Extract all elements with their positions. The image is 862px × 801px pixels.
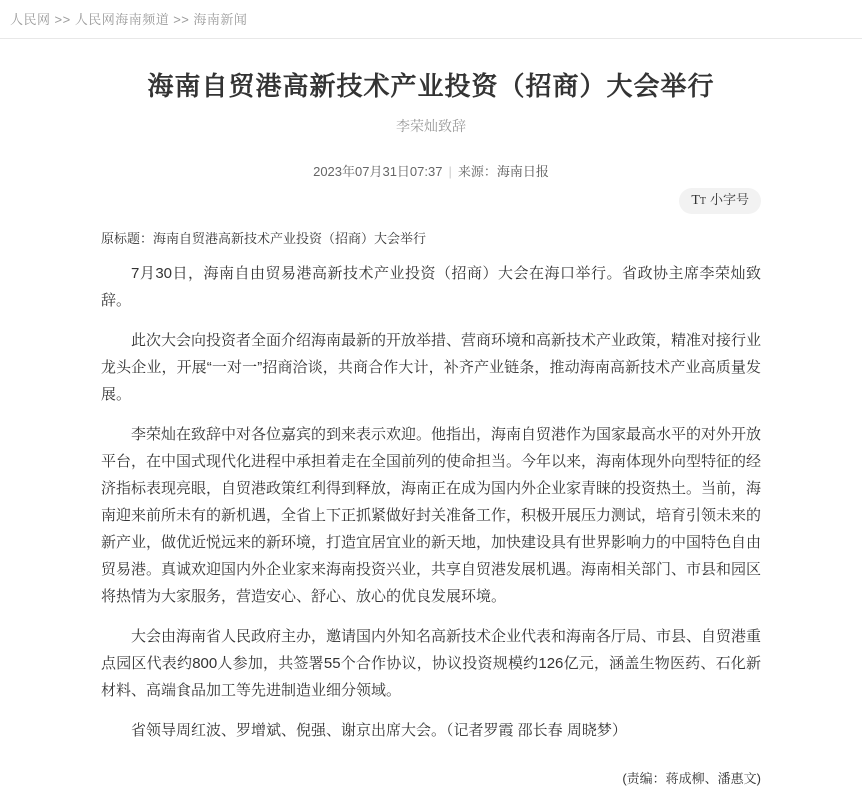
breadcrumb	[0, 0, 862, 38]
original-title: 原标题：海南自贸港高新技术产业投资（招商）大会举行	[101, 231, 427, 246]
article-body	[101, 260, 761, 744]
source-label: 来源：	[457, 164, 497, 179]
breadcrumb-link-channel[interactable]: 人民网海南频道	[74, 12, 170, 27]
paragraph: 李荣灿在致辞中对各位嘉宾的到来表示欢迎。他指出，海南自贸港作为国家最高水平的对外开放平台，在中国式现代化进程中承担着走在全国前列的使命担当。今年以来，海南体现外向型特征的经济指标表现亮眼，自贸港政策红利得到释放，海南正在成为国内外企业家青睐的投资热土。当前，海南迎来前所未有的新机遇，全省上下正抓紧做好封关准备工作，积极开展压力测试，培育引领未来的新产业，做优近悦远来的新环境，打造宜居宜业的新天地，加快建设具有世界影响力的中国特色自由贸易港。真诚欢迎国内外企业家来海南投资兴业，共享自贸港发展机遇。海南相关部门、市县和园区将热情为大家服务，营造安心、舒心、放心的优良发展环境。	[101, 426, 762, 605]
meta-divider: |	[448, 164, 452, 179]
breadcrumb-link-section[interactable]: 海南新闻	[193, 12, 248, 27]
source-link[interactable]: 海南日报	[496, 164, 549, 179]
article-subtitle: 李荣灿致辞	[396, 118, 466, 134]
editor-credit: (责编：蒋成柳、潘惠文)	[622, 771, 761, 786]
publish-date: 2023年07月31日07:37	[313, 164, 443, 179]
font-size-row	[101, 188, 761, 212]
paragraph: 此次大会向投资者全面介绍海南最新的开放举措、营商环境和高新技术产业政策，精准对接行业龙头企业，开展“一对一”招商洽谈，共商合作大计，补齐产业链条，推动海南高新技术产业高质量发展。	[101, 332, 762, 403]
font-size-label: 小字号	[709, 192, 749, 207]
paragraph: 7月30日，海南自由贸易港高新技术产业投资（招商）大会在海口举行。省政协主席李荣灿致辞。	[101, 265, 761, 309]
breadcrumb-link-home[interactable]: 人民网	[10, 12, 51, 27]
font-size-icon: TT	[691, 193, 706, 208]
header-divider	[0, 38, 862, 39]
breadcrumb-separator: >>	[54, 12, 71, 27]
font-size-button[interactable]	[679, 188, 761, 214]
breadcrumb-separator: >>	[173, 12, 190, 27]
page-title: 海南自贸港高新技术产业投资（招商）大会举行	[147, 71, 715, 101]
paragraph: 大会由海南省人民政府主办，邀请国内外知名高新技术企业代表和海南各厅局、市县、自贸港重点园区代表约800人参加，共签署55个合作协议，协议投资规模约126亿元，涵盖生物医药、石化新材料、高端食品加工等先进制造业细分领域。	[101, 628, 762, 699]
article-meta	[101, 161, 761, 180]
article-container	[101, 66, 761, 801]
paragraph: 省领导周红波、罗增斌、倪强、谢京出席大会。（记者罗霞 邵长春 周晓梦）	[131, 722, 627, 739]
